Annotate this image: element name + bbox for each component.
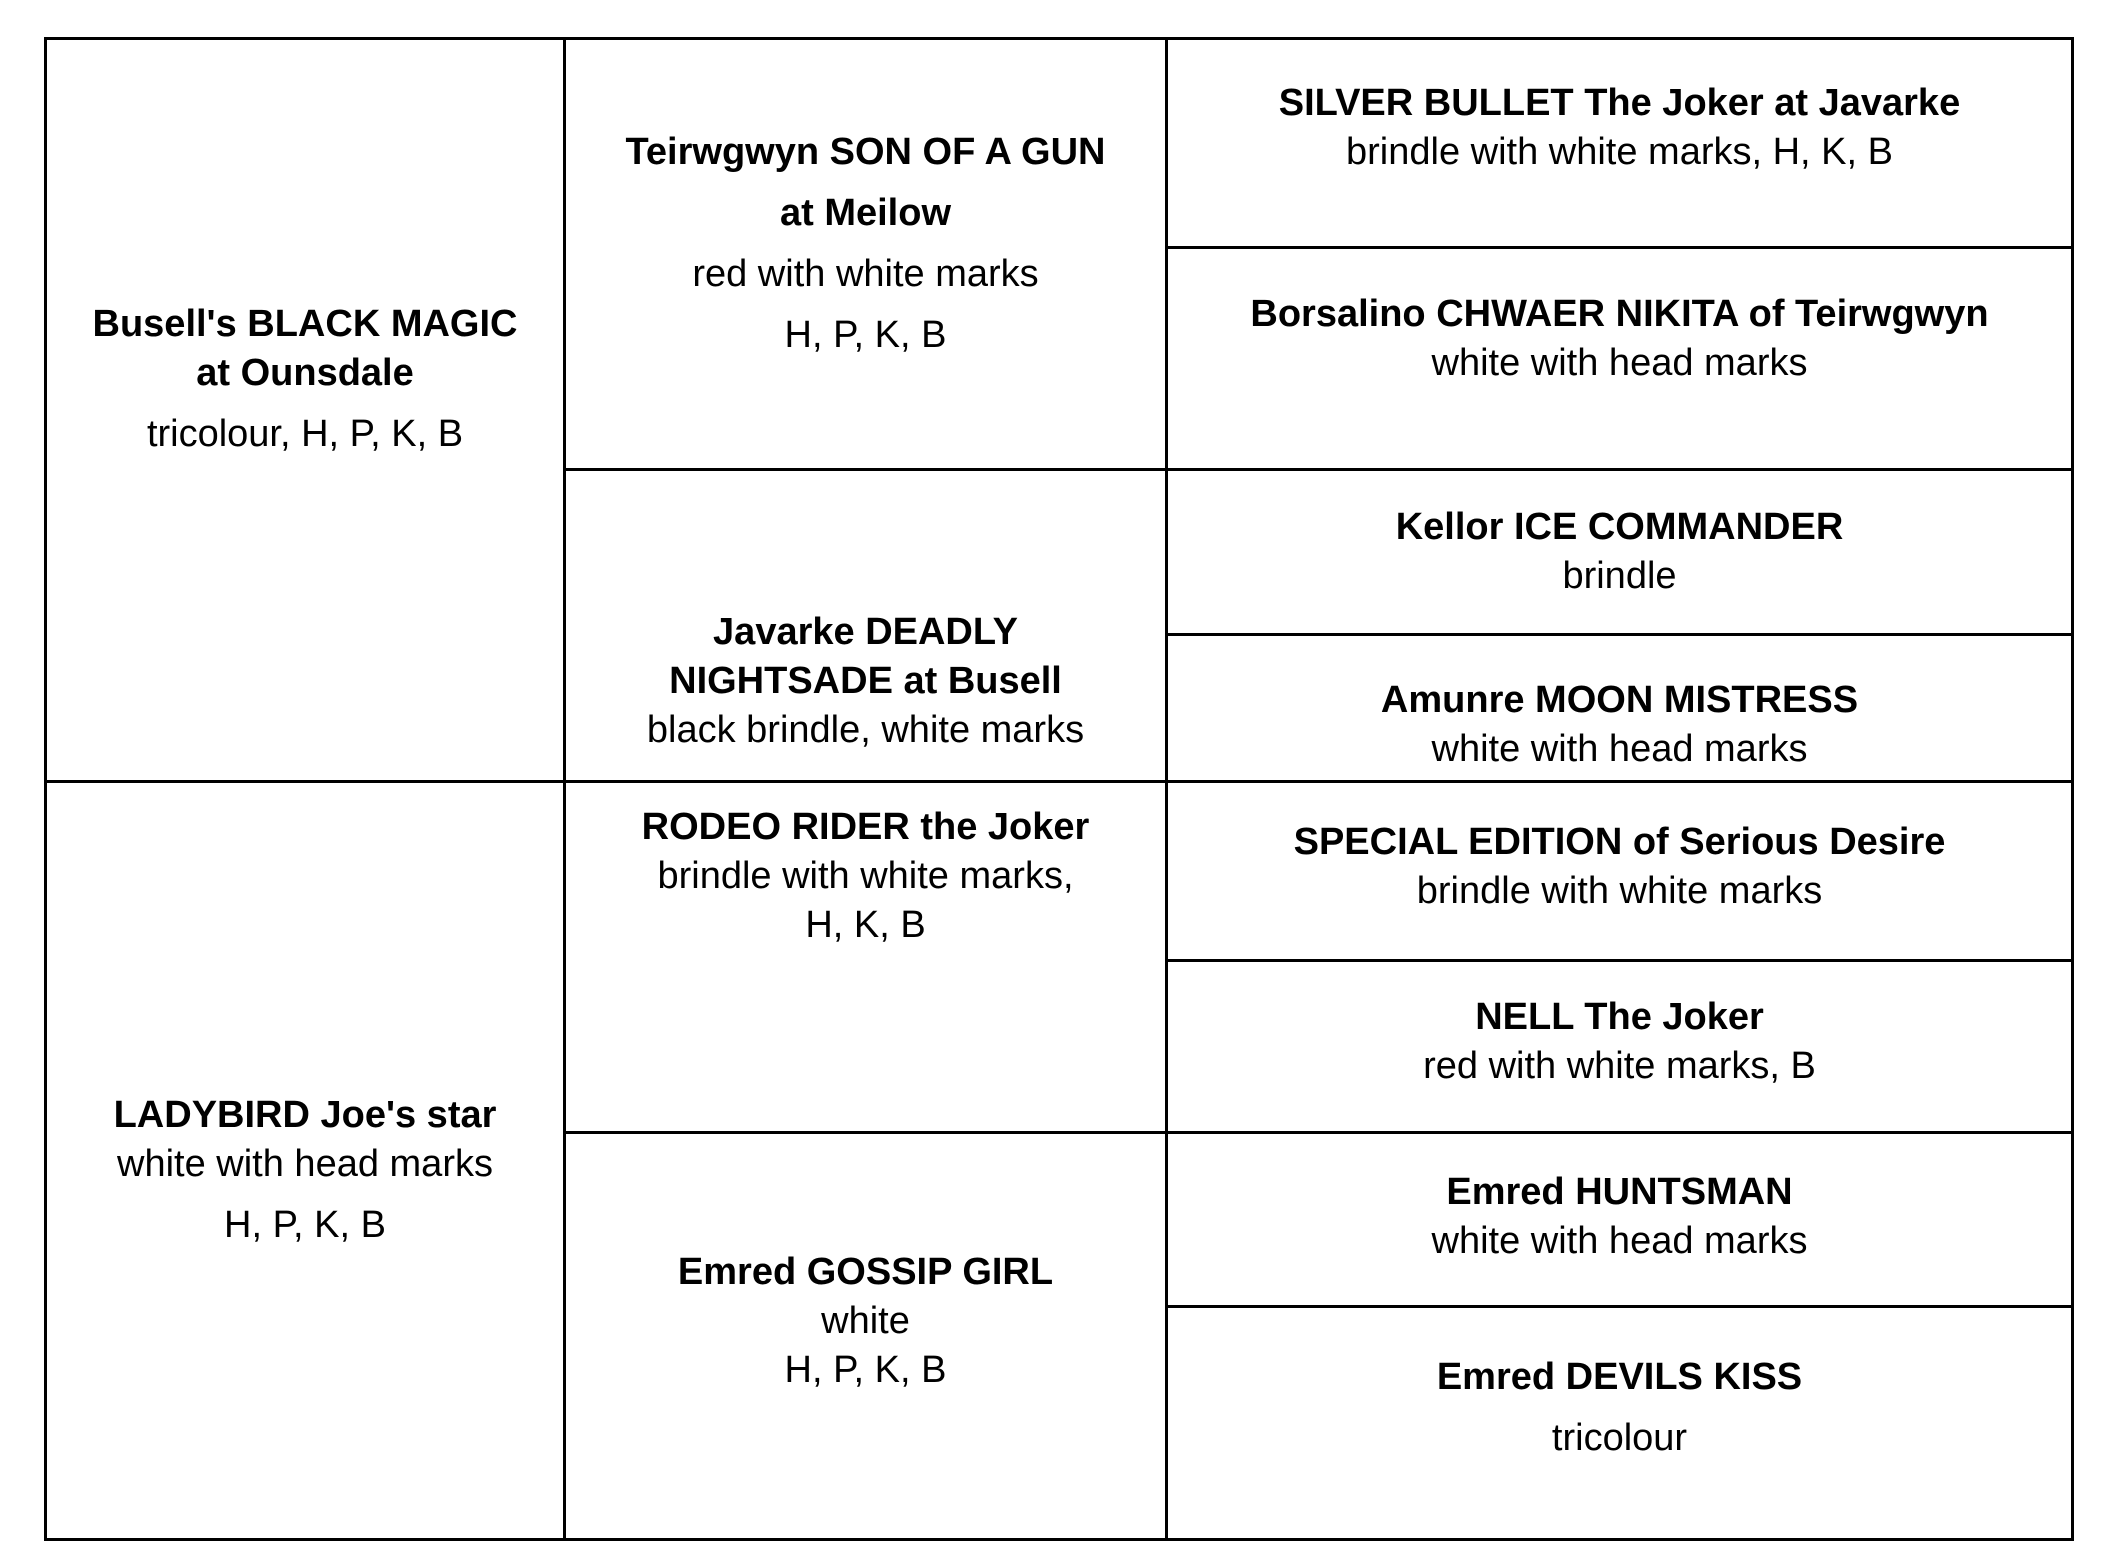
sire-cell <box>47 40 563 780</box>
dam-dam-name: Emred GOSSIP GIRL <box>677 1250 1054 1293</box>
dam-dam-details: white <box>821 1299 910 1342</box>
dam-details: H, P, K, B <box>224 1204 386 1246</box>
great-grandparent-cell <box>1168 249 2071 468</box>
sire-dam-name: Javarke DEADLY <box>713 611 1018 653</box>
great-grandparent-details: white with head marks <box>1431 728 1808 770</box>
sire-name: at Ounsdale <box>196 351 414 394</box>
great-grandparent-cell <box>1168 636 2071 780</box>
dam-cell <box>47 783 563 1538</box>
sire-dam-cell <box>566 471 1165 780</box>
sire-sire-details: H, P, K, B <box>784 314 947 356</box>
sire-name: Busell's BLACK MAGIC <box>92 302 518 345</box>
dam-sire-details: brindle with white marks, <box>657 855 1074 897</box>
sire-sire-cell <box>566 40 1165 468</box>
dam-name: LADYBIRD Joe's star <box>113 1094 497 1136</box>
great-grandparent-cell <box>1168 1134 2071 1305</box>
great-grandparent-cell <box>1168 1308 2071 1538</box>
great-grandparent-cell <box>1168 962 2071 1131</box>
great-grandparent-name: Kellor ICE COMMANDER <box>1395 506 1844 548</box>
dam-sire-cell <box>566 783 1165 1131</box>
great-grandparent-name: Emred DEVILS KISS <box>1436 1356 1803 1398</box>
sire-dam-name: NIGHTSADE at Busell <box>669 660 1062 702</box>
great-grandparent-cell <box>1168 471 2071 633</box>
dam-dam-cell <box>566 1134 1165 1538</box>
dam-sire-details: H, K, B <box>805 904 926 946</box>
pedigree-table <box>44 37 2074 1541</box>
great-grandparent-details: white with head marks <box>1431 1219 1808 1262</box>
great-grandparent-name: Emred HUNTSMAN <box>1446 1170 1793 1213</box>
great-grandparent-name: Borsalino CHWAER NIKITA of Teirwgwyn <box>1250 292 1989 335</box>
sire-sire-details: red with white marks <box>692 253 1039 295</box>
sire-details: tricolour, H, P, K, B <box>146 412 464 455</box>
great-grandparent-details: brindle with white marks, H, K, B <box>1346 131 1893 173</box>
great-grandparent-details: tricolour <box>1551 1417 1688 1459</box>
sire-sire-name: at Meilow <box>779 192 952 234</box>
great-grandparent-cell <box>1168 40 2071 246</box>
great-grandparent-details: white with head marks <box>1431 341 1808 384</box>
dam-details: white with head marks <box>117 1143 493 1185</box>
great-grandparent-name: NELL The Joker <box>1475 995 1764 1038</box>
dam-dam-details: H, P, K, B <box>784 1348 947 1391</box>
dam-sire-name: RODEO RIDER the Joker <box>641 806 1090 848</box>
great-grandparent-details: brindle with white marks <box>1416 870 1823 912</box>
great-grandparent-cell <box>1168 783 2071 959</box>
great-grandparent-details: red with white marks, B <box>1423 1044 1816 1087</box>
great-grandparent-name: Amunre MOON MISTRESS <box>1380 679 1859 721</box>
great-grandparent-name: SILVER BULLET The Joker at Javarke <box>1278 82 1961 124</box>
sire-sire-name: Teirwgwyn SON OF A GUN <box>625 131 1106 173</box>
sire-dam-details: black brindle, white marks <box>646 709 1085 751</box>
great-grandparent-details: brindle <box>1562 555 1677 597</box>
great-grandparent-name: SPECIAL EDITION of Serious Desire <box>1293 821 1946 863</box>
